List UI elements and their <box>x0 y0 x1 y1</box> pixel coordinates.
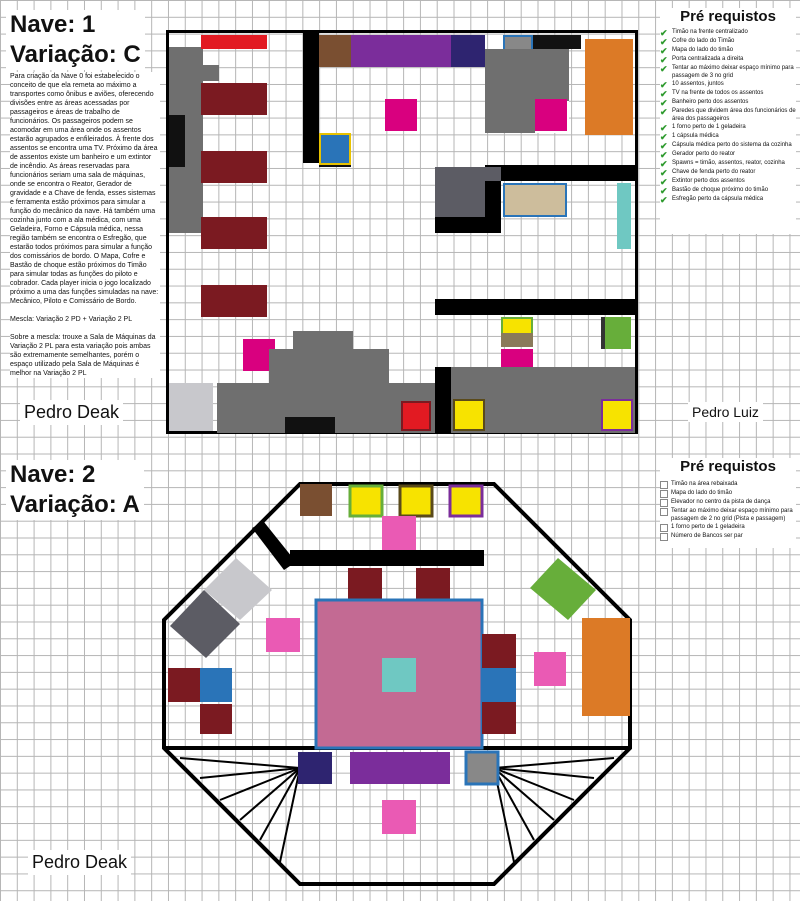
requirement-item <box>660 508 796 523</box>
ship2-title-line1: Nave: 2 <box>10 461 96 488</box>
requirement-item <box>660 160 796 168</box>
requirement-text: Mapa do lado do timão <box>672 47 734 53</box>
requirement-text: TV na frente de todos os assentos <box>672 90 764 96</box>
storage-crate <box>319 35 351 67</box>
magenta-object <box>535 99 567 131</box>
requirement-text: Banheiro perto dos assentos <box>672 99 749 105</box>
requirement-text: Cápsula médica perto do sistema da cozinha <box>672 142 792 148</box>
requirement-item <box>660 142 796 150</box>
checkmark-icon: ✔ <box>660 28 668 38</box>
requirement-item <box>660 90 796 98</box>
requirement-item <box>660 499 796 507</box>
requirement-item <box>660 65 796 80</box>
ship1-requirements-title: Pré requistos <box>680 8 776 25</box>
pink-tile <box>534 652 566 686</box>
requirement-text: Gerador perto do reator <box>672 151 736 157</box>
seat <box>201 83 267 115</box>
wall <box>303 33 319 65</box>
ship1-description-block <box>10 72 160 378</box>
ship1-mix-note: Sobre a mescla: trouxe a Sala de Máquinas da Variação 2 PL para esta variação pois ambas são extremamente semelhantes, porém o espaço utilizado pela Sala de Máquinas é melhor na Variação 2 PL <box>10 334 156 377</box>
checkbox-icon <box>660 524 668 532</box>
checkmark-icon: ✔ <box>660 46 668 56</box>
map-console <box>319 133 351 165</box>
requirement-item <box>660 81 796 89</box>
requirement-item <box>660 29 796 37</box>
checkmark-icon: ✔ <box>660 186 668 196</box>
checkmark-icon: ✔ <box>660 37 668 47</box>
yellow-station <box>450 486 482 516</box>
checkbox-icon <box>660 490 668 498</box>
tool-station <box>601 399 633 431</box>
console-purple <box>351 35 451 67</box>
checkmark-icon: ✔ <box>660 141 668 151</box>
seat <box>201 285 267 317</box>
magenta-object <box>385 99 417 131</box>
requirement-text: Cofre do lado do Timão <box>672 38 735 44</box>
requirement-text: Spawns = timão, assentos, reator, cozinha <box>672 160 785 166</box>
seat <box>348 568 382 600</box>
ship1-title <box>6 10 145 70</box>
seat <box>200 704 232 734</box>
requirement-item <box>660 490 796 498</box>
door-orange <box>585 39 633 135</box>
requirement-item <box>660 196 796 204</box>
wall <box>285 417 335 433</box>
requirement-text: 1 cápsula médica <box>672 133 719 139</box>
blue-console <box>200 668 232 702</box>
requirement-item <box>660 108 796 123</box>
requirement-item <box>660 169 796 177</box>
ship1-title-line2: Variação: C <box>10 41 141 68</box>
checkbox-icon <box>660 499 668 507</box>
seat <box>201 151 267 183</box>
requirement-item <box>660 187 796 195</box>
pink-tile <box>266 618 300 652</box>
ship1-requirements-list <box>660 29 796 204</box>
ship2-title-line2: Variação: A <box>10 491 140 518</box>
requirement-text: 1 forno perto de 1 geladeira <box>672 124 746 130</box>
requirement-text: 1 forno perto de 1 geladeira <box>671 524 745 530</box>
ship1-mix: Mescla: Variação 2 PD + Variação 2 PL <box>10 316 133 323</box>
requirement-item <box>660 56 796 64</box>
checkbox-icon <box>660 508 668 516</box>
generator <box>453 399 485 431</box>
requirement-item <box>660 99 796 107</box>
door-orange <box>582 618 630 716</box>
floor-area <box>203 65 219 81</box>
wall <box>533 35 581 49</box>
checkbox-icon <box>660 533 668 541</box>
requirement-item <box>660 38 796 46</box>
checkmark-icon: ✔ <box>660 177 668 187</box>
requirement-item <box>660 47 796 55</box>
requirement-item <box>660 151 796 159</box>
checkmark-icon: ✔ <box>660 55 668 65</box>
pink-tile <box>382 516 416 550</box>
requirement-text: Extintor perto dos assentos <box>672 178 745 184</box>
seat <box>168 668 200 702</box>
requirement-text: Tentar ao máximo deixar espaço mínimo para passagem de 3 no grid <box>672 65 794 79</box>
requirement-text: Timão na área rebaixada <box>671 481 738 487</box>
wall <box>169 115 185 167</box>
checkmark-icon: ✔ <box>660 107 668 117</box>
requirement-text: Esfregão perto da cápsula médica <box>672 196 764 202</box>
requirement-item <box>660 178 796 186</box>
requirement-item <box>660 524 796 532</box>
red-panel <box>201 35 267 49</box>
seat <box>201 217 267 249</box>
ship1-author-left: Pedro Deak <box>20 400 123 425</box>
checkmark-icon: ✔ <box>660 64 668 74</box>
checkmark-icon: ✔ <box>660 159 668 169</box>
teal-panel <box>617 183 631 249</box>
ship1-requirements-panel <box>660 8 796 234</box>
checkbox-icon <box>660 481 668 489</box>
map-console <box>466 752 498 784</box>
wall <box>485 165 635 181</box>
requirement-item <box>660 133 796 141</box>
blue-console <box>482 668 516 702</box>
medical-capsule <box>503 183 567 217</box>
ship2-requirements-panel <box>660 458 796 548</box>
ship2-author: Pedro Deak <box>28 850 131 875</box>
console-navy <box>451 35 485 67</box>
light-grey-block <box>169 383 213 431</box>
console-navy <box>298 752 332 784</box>
wall <box>290 550 484 566</box>
ship1-map <box>166 30 638 434</box>
ship2-title <box>6 460 144 520</box>
checkmark-icon: ✔ <box>660 150 668 160</box>
reactor <box>401 401 431 431</box>
requirement-text: Chave de fenda perto do reator <box>672 169 756 175</box>
requirement-text: 10 assentos, juntos <box>672 81 724 87</box>
seat <box>482 634 516 668</box>
yellow-station <box>350 486 382 516</box>
checkmark-icon: ✔ <box>660 80 668 90</box>
ship1-description: Para criação da Nave 0 foi estabelecido o conceito de que ela remeta ao máximo a transportes como ônibus e aviões, oferecendo divisões entre as áreas acessadas por passageiros e áreas de trabalho de funcionários. Os passageiros podem se acomodar em uma área onde os assentos estarão agrupados e enfileirados. À frente dos assentos se encontra uma TV. Próximo da área de assentos existe um banheiro e um extintor de incêndio. As áreas reservadas para funcionários seriam uma sala de máquinas, onde se encontra o Reator, Gerador de gravidade e a Chave de fenda, esses sistemas e ferramenta estão próximos para simular a função do mecânico da nave. Há também uma cozinha junto com a ala médica, com uma Geladeira, Forno e Cápsula médica, nessa região também se encontra o Esfregão, que estarão todos próximos para simular a função dos comissários de bordo. O Mapa, Cofre e Bastão de choque estão próximos do Timão para simular todas as funções do piloto e cobrador. Cada player inicia o jogo localizado próximo a uma das funções simuladas na nave: Mecânico, Piloto e Comissário de Bordo. <box>10 73 159 305</box>
engine-room-floor <box>293 331 353 349</box>
requirement-text: Bastão de choque próximo do timão <box>672 187 769 193</box>
requirement-text: Tentar ao máximo deixar espaço mínimo para passagem de 2 no grid (Pista e passagem) <box>671 508 793 522</box>
checkmark-icon: ✔ <box>660 123 668 133</box>
seat <box>416 568 450 600</box>
wall <box>435 217 501 233</box>
seat <box>482 702 516 734</box>
yellow-station <box>400 486 432 516</box>
ship1-author-right: Pedro Luiz <box>688 402 763 422</box>
elevator <box>382 658 416 692</box>
ship2-requirements-title: Pré requistos <box>680 458 776 475</box>
requirement-item <box>660 124 796 132</box>
requirement-text: Número de Bancos ser par <box>671 533 743 539</box>
storage-crate <box>300 484 332 516</box>
requirement-text: Paredes que dividem área dos funcionários de área dos passageiros <box>672 108 796 122</box>
wall <box>435 299 635 315</box>
pink-tile <box>382 800 416 834</box>
checkmark-icon: ✔ <box>660 98 668 108</box>
engine-room-floor <box>269 349 389 383</box>
requirement-text: Elevador no centro da pista de dança <box>671 499 771 505</box>
ship2-requirements-list <box>660 481 796 541</box>
helm-console <box>350 752 450 784</box>
oven <box>601 317 631 349</box>
ship1-title-line1: Nave: 1 <box>10 11 96 38</box>
counter <box>501 333 533 347</box>
requirement-item <box>660 481 796 489</box>
checkmark-icon: ✔ <box>660 168 668 178</box>
wall <box>435 367 451 433</box>
checkmark-icon: ✔ <box>660 89 668 99</box>
checkmark-icon: ✔ <box>660 195 668 205</box>
requirement-item <box>660 533 796 541</box>
requirement-text: Porta centralizada a direita <box>672 56 744 62</box>
checkmark-icon: ✔ <box>660 132 668 142</box>
ship2-map <box>160 478 636 890</box>
requirement-text: Timão na frente centralizado <box>672 29 748 35</box>
requirement-text: Mapa do lado do timão <box>671 490 733 496</box>
